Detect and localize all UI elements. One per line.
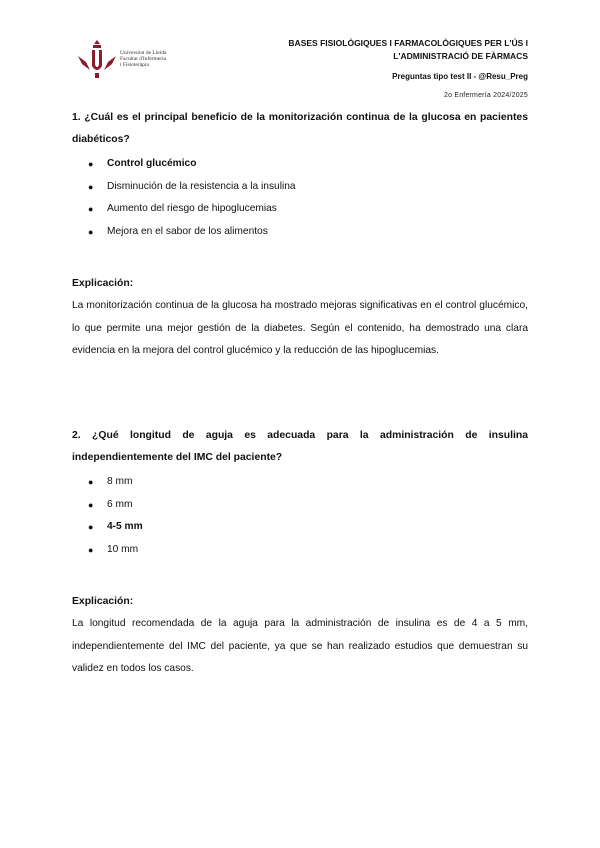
question-2-options <box>88 471 143 561</box>
institution-line2: Facultat d'Infermeria <box>120 56 167 63</box>
question-1-text: 1. ¿Cuál es el principal beneficio de la monitorización continua de la glucosa en pacientes diabéticos? <box>72 112 528 145</box>
course-year: 2o Enfermería 2024/2025 <box>444 92 528 99</box>
bullet-icon: ● <box>88 522 94 532</box>
bullet-icon: ● <box>88 226 94 237</box>
bullet-icon: ● <box>88 499 94 510</box>
option-label: 8 mm <box>107 476 133 487</box>
option-item <box>88 494 143 517</box>
university-crest-icon <box>76 40 118 80</box>
bullet-icon: ● <box>88 159 94 169</box>
bullet-icon: ● <box>88 204 94 214</box>
option-item <box>88 516 143 539</box>
course-title-line2: L'ADMINISTRACIÓ DE FÀRMACS <box>393 51 528 61</box>
explanation-1-text: La monitorización continua de la glucosa ha mostrado mejoras significativas en el control glucémico, lo que permite una mejor gestión de la diabetes. Según el contenido, ha demostrado una clara evidencia en la mejora del control glucémico y la reducción de las hipoglucemias. <box>72 300 528 356</box>
option-label: 6 mm <box>107 498 133 510</box>
option-label: Aumento del riesgo de hipoglucemias <box>107 203 277 214</box>
institution-line1: Universitat de Lleida <box>120 50 167 56</box>
institution-name <box>120 50 166 69</box>
university-logo <box>76 40 186 80</box>
option-label: Disminución de la resistencia a la insulina <box>107 180 296 192</box>
explanation-1-title: Explicación: <box>72 278 134 289</box>
explanation-2-text: La longitud recomendada de la aguja para la administración de insulina es de 4 a 5 mm, independientemente del IMC del paciente, ya que se han realizado estudios que demuestran su validez en todos los casos. <box>72 618 528 674</box>
explanation-2-title: Explicación: <box>72 596 134 607</box>
option-item <box>88 198 296 221</box>
bullet-icon: ● <box>88 181 94 192</box>
option-item <box>88 153 296 176</box>
option-item <box>88 539 143 562</box>
question-1-options <box>88 153 296 243</box>
question-2-text: 2. ¿Qué longitud de aguja es adecuada para la administración de insulina independientemente del IMC del paciente? <box>72 430 528 463</box>
document-subtitle: Preguntas tipo test II - @Resu_Preg <box>392 72 528 81</box>
course-title-line1: BASES FISIOLÒGIQUES I FARMACOLÒGIQUES PER L'ÚS I <box>288 38 528 48</box>
option-label: Mejora en el sabor de los alimentos <box>107 225 268 237</box>
option-item <box>88 221 296 244</box>
option-label: 10 mm <box>107 543 139 555</box>
bullet-icon: ● <box>88 544 94 555</box>
option-item <box>88 176 296 199</box>
bullet-icon: ● <box>88 477 94 487</box>
institution-line3: i Fisioteràpia <box>120 62 149 69</box>
option-label: Control glucémico <box>107 158 197 169</box>
option-label: 4-5 mm <box>107 521 143 532</box>
option-item <box>88 471 143 494</box>
